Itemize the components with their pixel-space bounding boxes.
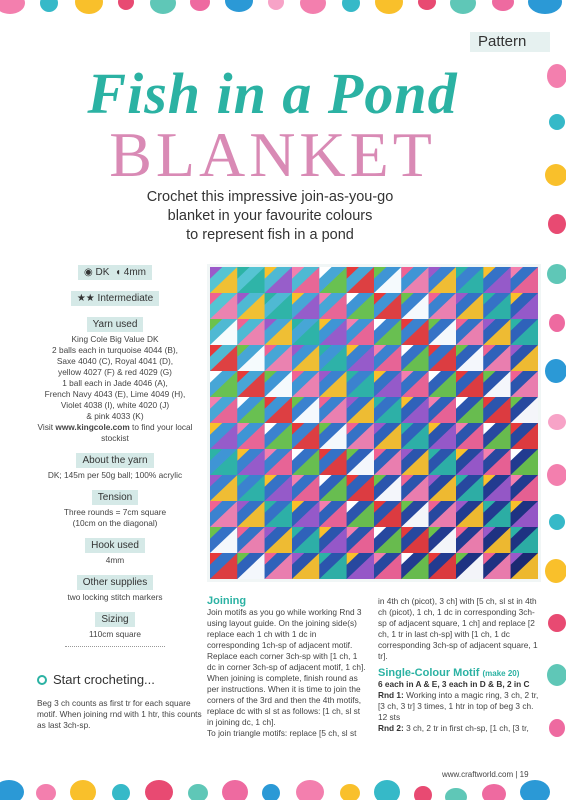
page-footer: www.craftworld.com | 19	[442, 770, 529, 779]
subtitle-line: to represent fish in a pond	[186, 227, 354, 243]
pattern-column	[378, 596, 543, 734]
divider	[65, 646, 165, 647]
joining-text-2: To join triangle motifs: replace [5 ch, sl st	[207, 728, 357, 738]
difficulty-badge: ★★ Intermediate	[71, 291, 159, 306]
about-yarn-section: About the yarn DK; 145m per 50g ball; 100% acrylic	[47, 455, 183, 480]
subtitle-line: Crochet this impressive join-as-you-go	[146, 189, 394, 205]
floral-border-right	[545, 54, 566, 774]
yarn-used-section: Yarn used King Cole Big Value DK 2 balls each in turquoise 4044 (B), Saxe 4040 (C), Royal 4041 (D), yellow 4027 (F) & red 4029 (G) 1 ball each in Jade 4046 (A), French Navy 4043 (E), Lime 4049 (H), Violet 4038 (I), white 4020 (J) & pink 4033 (K) Visit www.kingcole.com to find your local stockist	[37, 319, 193, 443]
bullet-icon	[37, 675, 47, 685]
hook-section: Hook used 4mm	[30, 535, 200, 566]
hook-icon: ◖	[114, 267, 121, 278]
supplies-section: Other supplies two locking stitch markers	[67, 577, 163, 602]
subtitle	[120, 188, 420, 245]
specs-panel	[30, 262, 200, 653]
round-2: Rnd 2: 3 ch, 2 tr in first ch-sp, [1 ch, [3 tr,	[378, 723, 529, 733]
subtitle-line: blanket in your favourite colours	[167, 208, 373, 224]
start-text: Beg 3 ch counts as first tr for each square motif. When joining rnd with 1 htr, this counts as last 3ch-sp.	[37, 698, 202, 730]
joining-continuation: in 4th ch (picot), 3 ch] with [5 ch, sl st in 4th ch (picot), 1 ch, 1 dc in corresponding 3ch-sp of adjacent square, 1 ch] and replace [2 ch, 1 tr in last ch-sp] with [1 ch, 1 dc corresponding 3ch-sp of adjacent square, 1 tr].	[378, 596, 538, 661]
joining-text: Join motifs as you go while working Rnd 3 using layout guide. On the joining side(s) replace each 1 ch with 1 dc in corresponding 1ch-sp of adjacent motif. Replace each corner 3ch-sp with [1 ch, 1 dc in corner 3ch-sp of adjacent motif, 1 ch]. When joining is complete, finish round as per instructions. When it is time to join the corners of the 3rd and then the 4th motifs, replace dc with sl st as follows: [1 ch, sl st in joining dc, 1 ch].	[207, 607, 366, 727]
tension-section: Tension Three rounds = 7cm square (10cm on the diagonal)	[63, 492, 167, 528]
page-title: Fish in a Pond	[87, 61, 458, 126]
joining-heading: Joining	[207, 595, 247, 607]
motif-counts: 6 each in A & E, 3 each in D & B, 2 in C	[378, 679, 530, 689]
motif-heading: Single-Colour Motif (make 20)	[378, 667, 520, 679]
fish-blanket-image	[210, 267, 538, 579]
section-tag: Pattern	[470, 32, 550, 52]
blanket-photo	[207, 264, 541, 582]
round-1: Rnd 1: Working into a magic ring, 3 ch, 2 tr, [3 ch, 3 tr] 3 times, 1 htr in top of beg 3 ch. 12 sts	[378, 690, 539, 722]
yarn-supplier-link[interactable]: www.kingcole.com	[55, 422, 130, 432]
floral-border-top	[0, 0, 566, 20]
yarn-ball-icon: ◉	[83, 267, 93, 278]
start-heading: Start crocheting...	[37, 672, 155, 687]
yarn-weight-badge: ◉ DK ◖ 4mm	[78, 265, 152, 280]
sizing-section: Sizing 110cm square	[30, 609, 200, 647]
page-title-main: BLANKET	[109, 119, 436, 190]
yarn-used-heading: Yarn used	[87, 317, 144, 332]
joining-section	[207, 596, 367, 739]
